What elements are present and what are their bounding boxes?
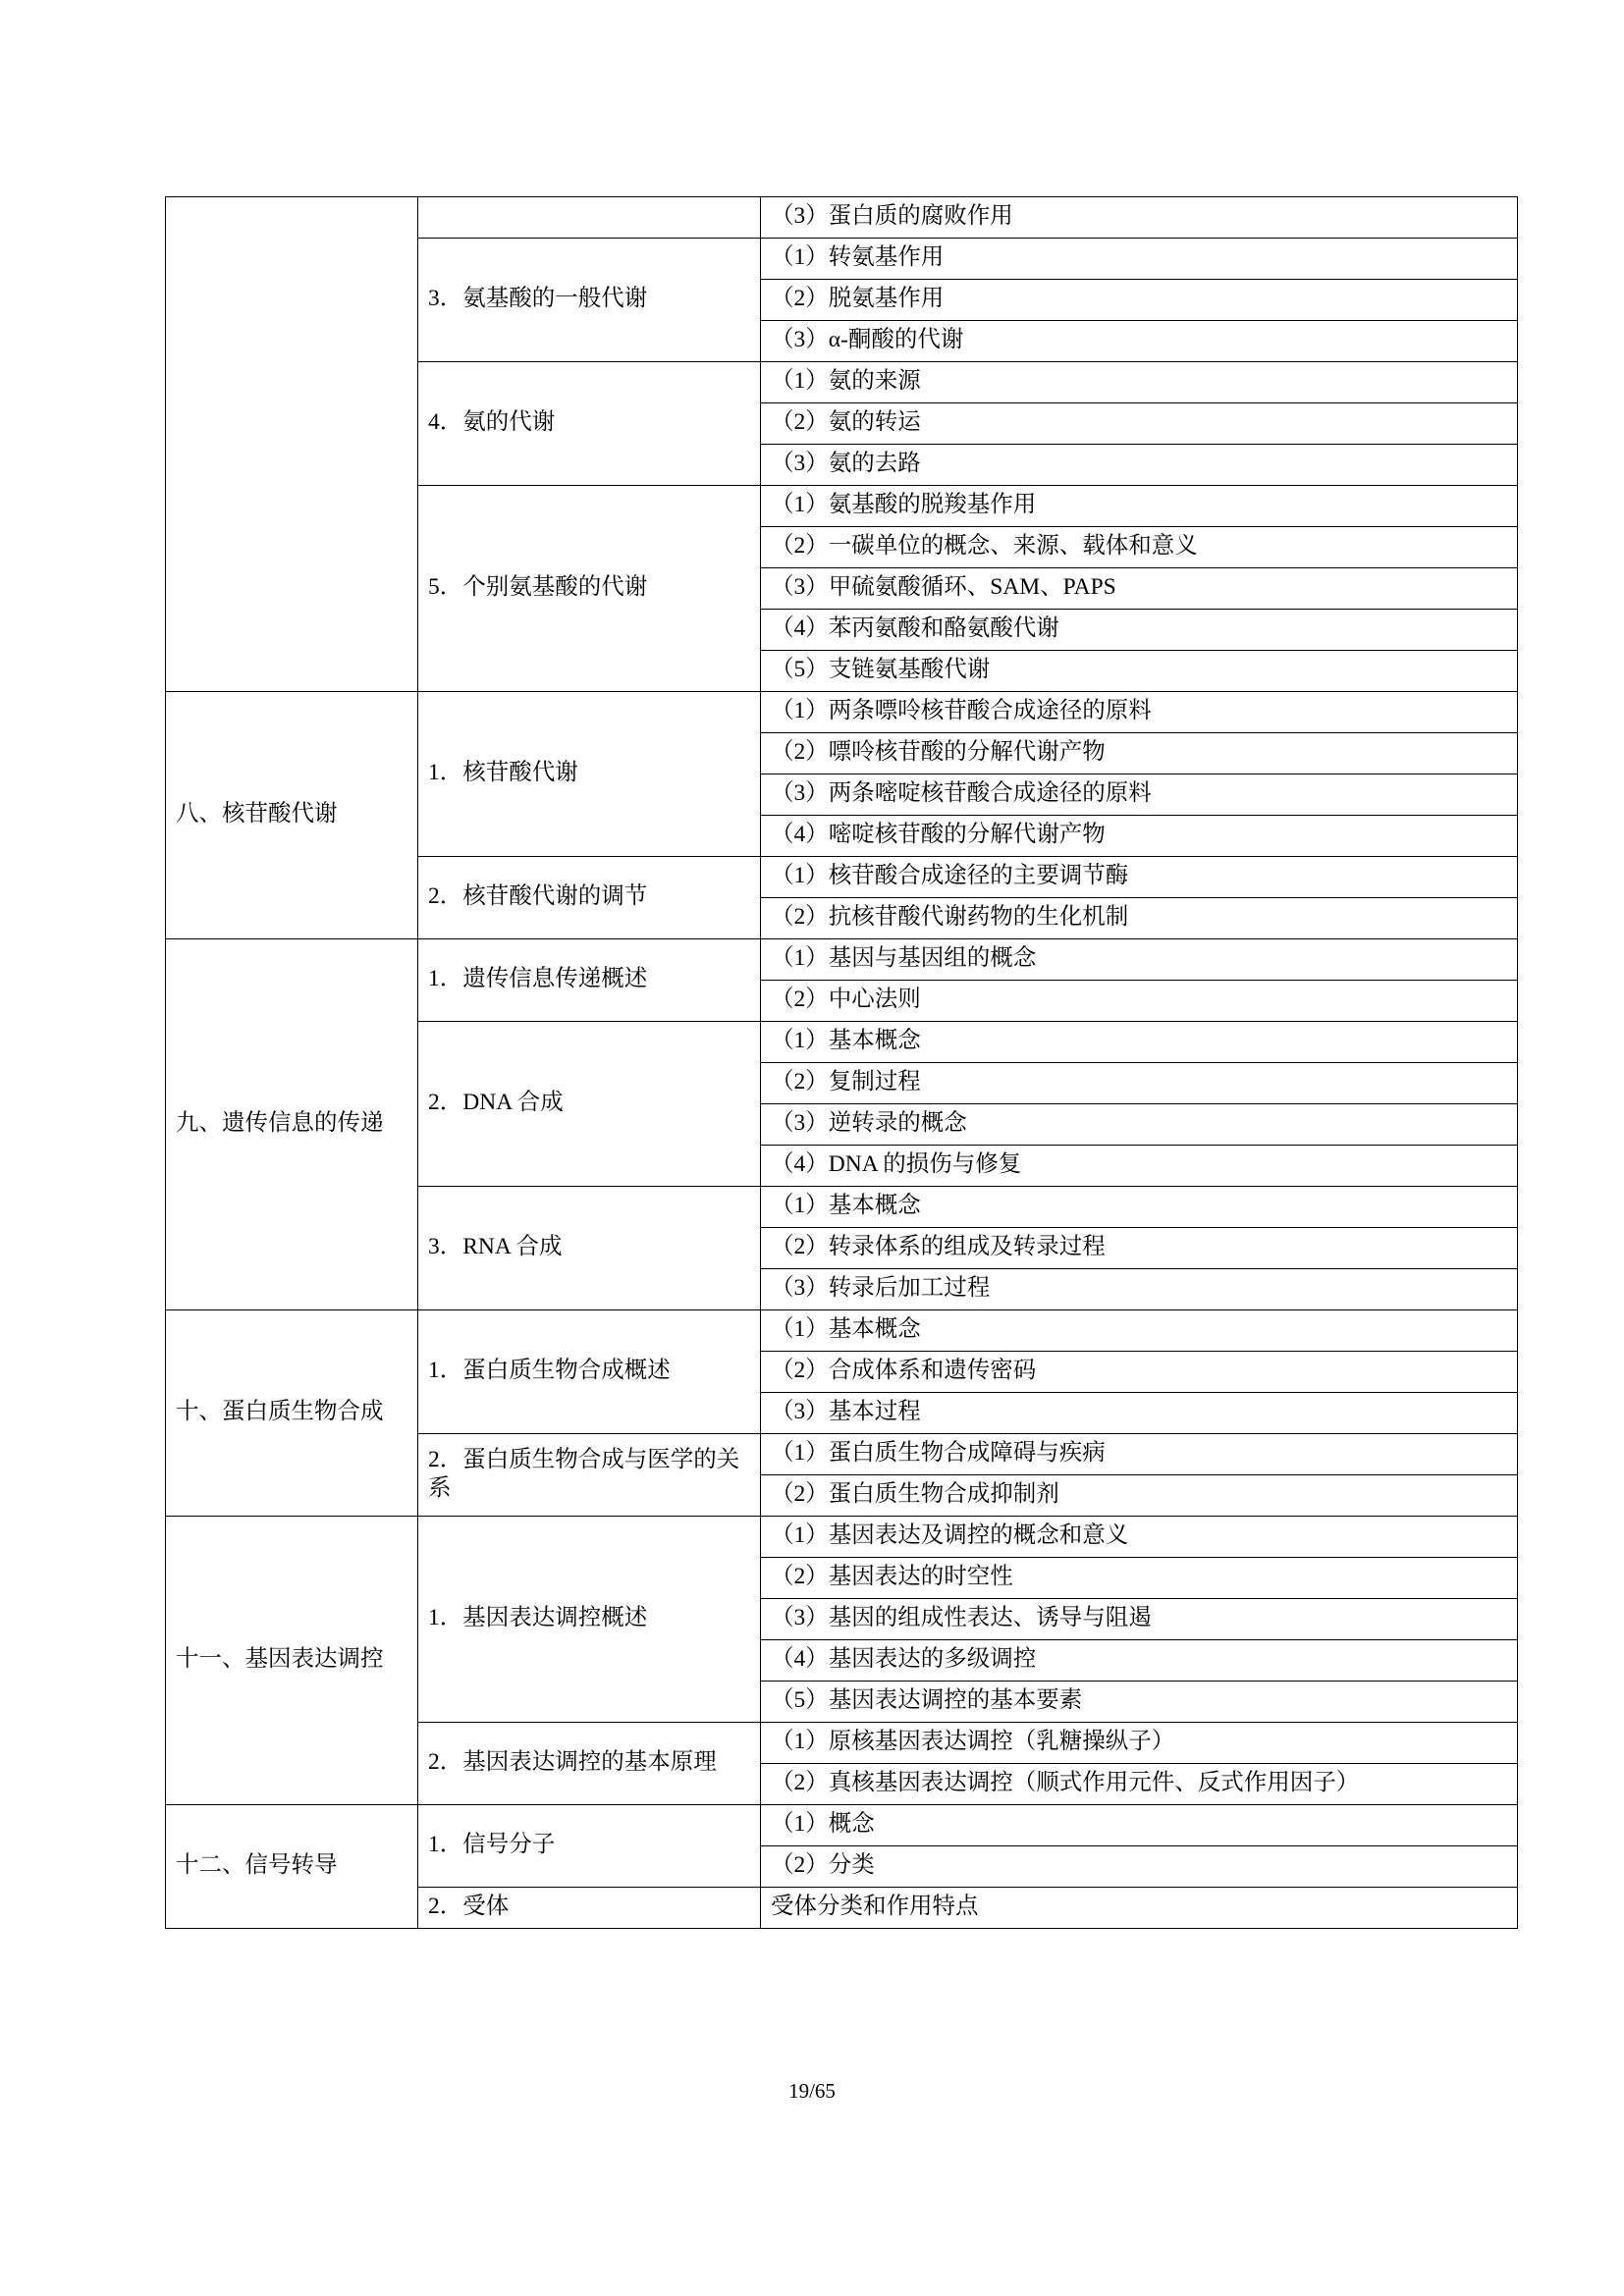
topic-cell: 1．蛋白质生物合成概述	[418, 1310, 761, 1434]
detail-cell: （1）原核基因表达调控（乳糖操纵子）	[761, 1723, 1518, 1764]
detail-cell: （5）支链氨基酸代谢	[761, 651, 1518, 692]
detail-cell: （2）合成体系和遗传密码	[761, 1352, 1518, 1393]
topic-cell: 3．RNA 合成	[418, 1187, 761, 1310]
topic-cell-empty	[418, 197, 761, 239]
detail-cell: （3）两条嘧啶核苷酸合成途径的原料	[761, 774, 1518, 816]
detail-cell: （5）基因表达调控的基本要素	[761, 1682, 1518, 1723]
section-cell-empty	[166, 197, 418, 692]
syllabus-table	[165, 196, 1518, 1929]
detail-cell: （1）基因与基因组的概念	[761, 939, 1518, 981]
detail-cell: （2）蛋白质生物合成抑制剂	[761, 1475, 1518, 1517]
detail-cell: （3）转录后加工过程	[761, 1269, 1518, 1310]
section-cell: 十、蛋白质生物合成	[166, 1310, 418, 1517]
detail-cell: （1）蛋白质生物合成障碍与疾病	[761, 1434, 1518, 1475]
topic-cell: 2．受体	[418, 1888, 761, 1929]
page-footer: 19/65	[788, 2079, 836, 2103]
detail-cell: （1）转氨基作用	[761, 239, 1518, 280]
topic-cell: 3．氨基酸的一般代谢	[418, 239, 761, 362]
detail-cell: （1）两条嘌呤核苷酸合成途径的原料	[761, 692, 1518, 733]
section-cell: 九、遗传信息的传递	[166, 939, 418, 1310]
detail-cell: （3）甲硫氨酸循环、SAM、PAPS	[761, 568, 1518, 610]
section-cell: 八、核苷酸代谢	[166, 692, 418, 939]
detail-cell: （2）分类	[761, 1846, 1518, 1888]
section-cell: 十二、信号转导	[166, 1805, 418, 1929]
detail-cell: （3）α-酮酸的代谢	[761, 321, 1518, 362]
section-cell: 十一、基因表达调控	[166, 1517, 418, 1805]
detail-cell: （1）核苷酸合成途径的主要调节酶	[761, 857, 1518, 898]
detail-cell: （2）基因表达的时空性	[761, 1558, 1518, 1599]
topic-cell: 2．基因表达调控的基本原理	[418, 1723, 761, 1805]
table-row	[166, 1517, 1518, 1558]
detail-cell: 受体分类和作用特点	[761, 1888, 1518, 1929]
detail-cell: （3）逆转录的概念	[761, 1104, 1518, 1146]
table-row	[166, 1805, 1518, 1846]
detail-cell: （1）基本概念	[761, 1022, 1518, 1063]
detail-cell: （2）一碳单位的概念、来源、载体和意义	[761, 527, 1518, 568]
topic-cell: 5．个别氨基酸的代谢	[418, 486, 761, 692]
detail-cell: （4）基因表达的多级调控	[761, 1640, 1518, 1682]
detail-cell: （3）蛋白质的腐败作用	[761, 197, 1518, 239]
topic-cell: 1．遗传信息传递概述	[418, 939, 761, 1022]
detail-cell: （4）DNA 的损伤与修复	[761, 1146, 1518, 1187]
detail-cell: （3）基因的组成性表达、诱导与阻遏	[761, 1599, 1518, 1640]
detail-cell: （4）苯丙氨酸和酪氨酸代谢	[761, 610, 1518, 651]
detail-cell: （3）氨的去路	[761, 445, 1518, 486]
detail-cell: （2）脱氨基作用	[761, 280, 1518, 321]
detail-cell: （2）中心法则	[761, 981, 1518, 1022]
detail-cell: （2）复制过程	[761, 1063, 1518, 1104]
topic-cell: 2．DNA 合成	[418, 1022, 761, 1187]
detail-cell: （2）氨的转运	[761, 403, 1518, 445]
detail-cell: （1）基本概念	[761, 1310, 1518, 1352]
detail-cell: （2）转录体系的组成及转录过程	[761, 1228, 1518, 1269]
topic-cell: 2．核苷酸代谢的调节	[418, 857, 761, 939]
table-row	[166, 197, 1518, 239]
detail-cell: （2）抗核苷酸代谢药物的生化机制	[761, 898, 1518, 939]
detail-cell: （1）氨基酸的脱羧基作用	[761, 486, 1518, 527]
syllabus-table-body	[166, 197, 1518, 1929]
table-row	[166, 692, 1518, 733]
detail-cell: （4）嘧啶核苷酸的分解代谢产物	[761, 816, 1518, 857]
table-row	[166, 939, 1518, 981]
detail-cell: （1）氨的来源	[761, 362, 1518, 403]
detail-cell: （2）嘌呤核苷酸的分解代谢产物	[761, 733, 1518, 774]
table-row	[166, 1310, 1518, 1352]
detail-cell: （1）概念	[761, 1805, 1518, 1846]
detail-cell: （2）真核基因表达调控（顺式作用元件、反式作用因子）	[761, 1764, 1518, 1805]
topic-cell: 2．蛋白质生物合成与医学的关系	[418, 1434, 761, 1517]
detail-cell: （1）基因表达及调控的概念和意义	[761, 1517, 1518, 1558]
topic-cell: 1．信号分子	[418, 1805, 761, 1888]
detail-cell: （1）基本概念	[761, 1187, 1518, 1228]
topic-cell: 4．氨的代谢	[418, 362, 761, 486]
topic-cell: 1．基因表达调控概述	[418, 1517, 761, 1723]
detail-cell: （3）基本过程	[761, 1393, 1518, 1434]
topic-cell: 1．核苷酸代谢	[418, 692, 761, 857]
